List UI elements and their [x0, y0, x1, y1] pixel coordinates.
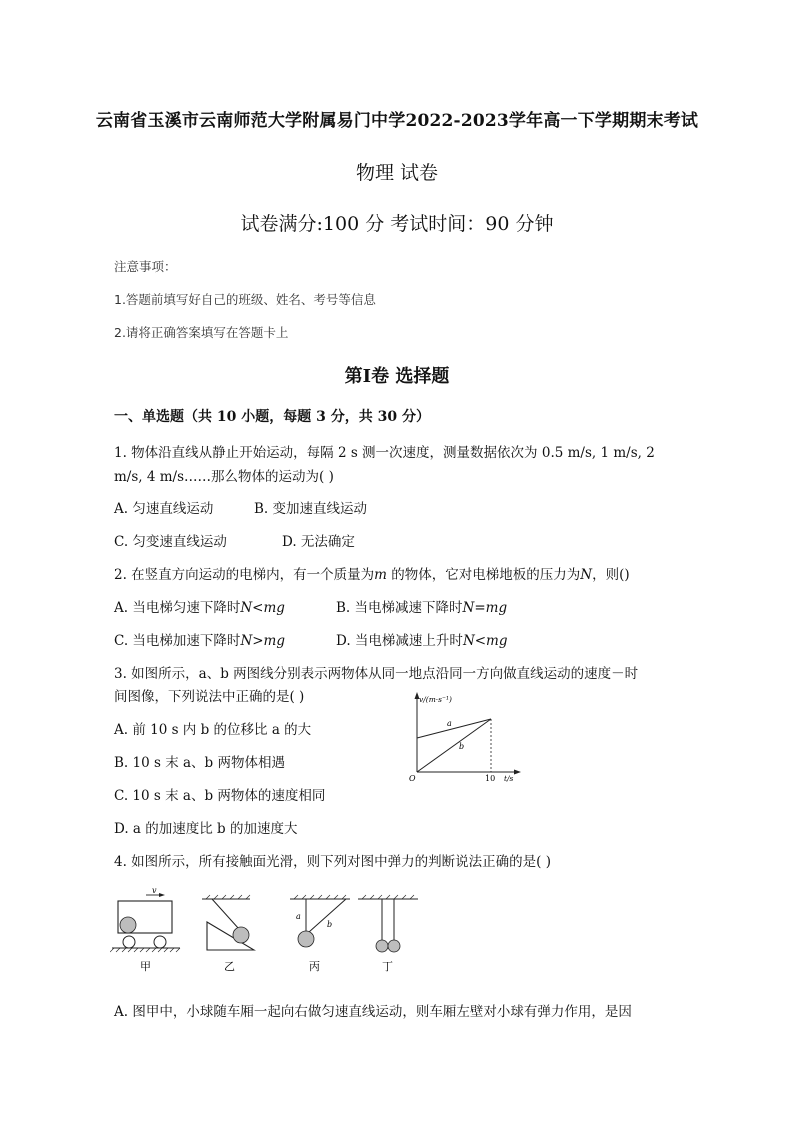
figure-label-yi: 乙 — [224, 960, 235, 973]
figure-ding-balls — [358, 895, 418, 973]
vt-x-axis-arrow — [514, 770, 521, 775]
q3-option-c: C. 10 s 末 a、b 两物体的速度相同 — [114, 788, 326, 804]
q2-stem-post: ，则() — [592, 567, 630, 583]
q2-option-b-relation: N=mg — [462, 600, 508, 616]
q2-stem-mid: 的物体，它对电梯地板的压力为 — [386, 567, 581, 583]
q2-stem — [114, 563, 630, 583]
vt-graph-figure — [405, 688, 525, 783]
figure-label-bing: 丙 — [309, 960, 320, 973]
q4-option-a: A. 图甲中，小球随车厢一起向右做匀速直线运动，则车厢左壁对小球有弹力作用，是因 — [114, 1004, 632, 1020]
q3-option-a: A. 前 10 s 内 b 的位移比 a 的大 — [114, 722, 312, 738]
q2-option-a-relation: N<mg — [240, 600, 285, 616]
q2-option-c — [114, 629, 285, 649]
q3-option-d: D. a 的加速度比 b 的加速度大 — [114, 821, 298, 837]
q1-option-a: A. 匀速直线运动 — [114, 501, 214, 517]
q1-stem-line2: m/s, 4 m/s……那么物体的运动为( ) — [114, 469, 334, 485]
figure-jia-cart — [110, 888, 180, 973]
q2-option-a — [114, 596, 285, 616]
q4-stem: 4. 如图所示，所有接触面光滑，则下列对图中弹力的判断说法正确的是( ) — [114, 854, 551, 870]
q2-option-d-text: D. 当电梯减速上升时 — [336, 633, 463, 649]
q1-option-b: B. 变加速直线运动 — [254, 501, 368, 517]
q4-figure-set — [110, 888, 430, 976]
figure-label-jia: 甲 — [140, 960, 151, 973]
q2-option-b-text: B. 当电梯减速下降时 — [336, 600, 463, 616]
q2-option-d — [336, 629, 508, 649]
vt-y-label: v/(m·s⁻¹) — [419, 695, 452, 704]
notice-heading: 注意事项： — [114, 259, 177, 274]
rope-a-label: a — [296, 912, 301, 921]
rope-b-label: b — [327, 920, 333, 929]
vt-origin-label: O — [409, 774, 416, 783]
notice-item: 1.答题前填写好自己的班级、姓名、考号等信息 — [114, 292, 376, 307]
q2-option-d-relation: N<mg — [462, 633, 508, 649]
q2-symbol-m: m — [374, 567, 387, 583]
vt-line-a-label: a — [447, 719, 452, 728]
q1-option-d: D. 无法确定 — [282, 534, 355, 550]
cart-velocity-label: v — [152, 888, 157, 895]
q3-option-b: B. 10 s 末 a、b 两物体相遇 — [114, 755, 285, 771]
q2-option-c-text: C. 当电梯加速下降时 — [114, 633, 241, 649]
vt-line-b-label: b — [459, 742, 465, 751]
exam-title: 云南省玉溪市云南师范大学附属易门中学2022-2023学年高一下学期期末考试 — [95, 111, 699, 131]
score-time-line: 试卷满分:100 分 考试时间：90 分钟 — [240, 213, 554, 235]
q2-stem-pre: 2. 在竖直方向运动的电梯内，有一个质量为 — [114, 567, 375, 583]
q2-option-b — [336, 596, 507, 616]
q2-option-c-relation: N>mg — [240, 633, 286, 649]
q2-symbol-n: N — [580, 567, 593, 583]
vt-x-label: t/s — [504, 774, 514, 783]
vt-line-b — [417, 719, 491, 772]
subject-title: 物理 试卷 — [355, 162, 439, 184]
vt-line-a — [417, 719, 491, 738]
notice-item: 2.请将正确答案填写在答题卡上 — [114, 325, 289, 340]
figure-bing-ropes — [290, 895, 350, 973]
q3-stem-line2: 间图像，下列说法中正确的是( ) — [114, 689, 305, 705]
vt-x-tick-10: 10 — [485, 774, 496, 783]
q2-option-a-text: A. 当电梯匀速下降时 — [114, 600, 241, 616]
section-title: 第Ⅰ卷 选择题 — [344, 366, 450, 387]
figure-yi-incline — [202, 895, 254, 973]
figure-label-ding: 丁 — [382, 960, 393, 973]
part-heading: 一、单选题（共 10 小题，每题 3 分，共 30 分） — [114, 409, 430, 425]
q1-stem-line1: 1. 物体沿直线从静止开始运动，每隔 2 s 测一次速度，测量数据依次为 0.5 m/s, 1 m/s, 2 — [114, 445, 655, 461]
q1-option-c: C. 匀变速直线运动 — [114, 534, 227, 550]
q3-stem-line1: 3. 如图所示，a、b 两图线分别表示两物体从同一地点沿同一方向做直线运动的速度－时 — [114, 666, 639, 682]
